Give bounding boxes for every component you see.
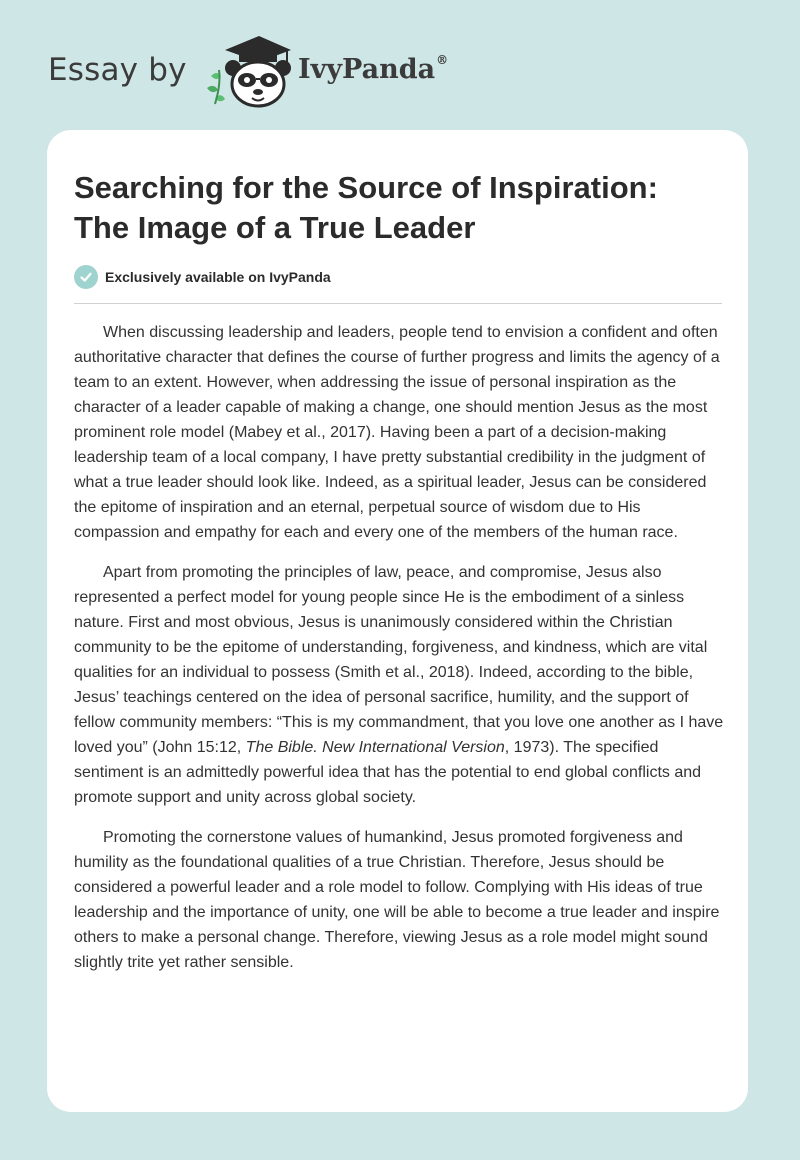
panda-graduate-icon [203, 32, 293, 110]
exclusive-badge [74, 264, 331, 290]
page-title: Searching for the Source of Inspiration: The Image of a True Leader [74, 170, 658, 245]
essay-body [74, 320, 726, 990]
paragraph-1: When discussing leadership and leaders, people tend to envision a confident and often authoritative character that defines the course of further progress and limits the agency of a team to an extent. However, when addressing the issue of personal inspiration as the character of a leader capable of making a change, one should mention Jesus as the most prominent role model (Mabey et al., 2017). Having been a part of a decision-making leadership team of a local company, I have pretty substantial credibility in the judgment of what a true leader should look like. Indeed, as a spiritual leader, Jesus can be considered the epitome of inspiration and an eternal, perpetual source of wisdom due to His compassion and empathy for each and every one of the members of the human race. [74, 324, 720, 541]
site-header [48, 32, 548, 112]
essay-card [47, 130, 748, 1112]
essay-by-label: Essay by [48, 52, 187, 88]
divider [74, 303, 722, 304]
brand-logo-text[interactable]: IvyPanda® [298, 53, 449, 85]
check-icon [74, 265, 98, 289]
paragraph-3: Promoting the cornerstone values of humankind, Jesus promoted forgiveness and humility as the foundational qualities of a true Christian. Therefore, Jesus should be considered a powerful leader and a role model to follow. Complying with His ideas of true leadership and the importance of unity, one will be able to become a true leader and inspire others to make a personal change. Therefore, viewing Jesus as a role model might sound slightly trite yet rather sensible. [74, 829, 720, 971]
paragraph-2: Apart from promoting the principles of law, peace, and compromise, Jesus also represented a perfect model for young people since He is the embodiment of a sinless nature. First and most obvious, Jesus is unanimously considered within the Christian community to be the epitome of understanding, forgiveness, and kindness, which are vital qualities for an individual to possess (Smith et al., 2018). Indeed, according to the bible, Jesus’ teachings centered on the idea of personal sacrifice, humility, and the support of fellow community members: “This is my commandment, that you love one another as I have loved you” (John 15:12, The Bible. New International Version, 1973). The specified sentiment is an admittedly powerful idea that has the potential to end global conflicts and promote support and unity across global society. [74, 564, 724, 806]
citation-title: The Bible. New International Version [245, 739, 505, 756]
exclusive-label: Exclusively available on IvyPanda [105, 269, 331, 285]
ivy-leaf-icon [207, 70, 225, 104]
